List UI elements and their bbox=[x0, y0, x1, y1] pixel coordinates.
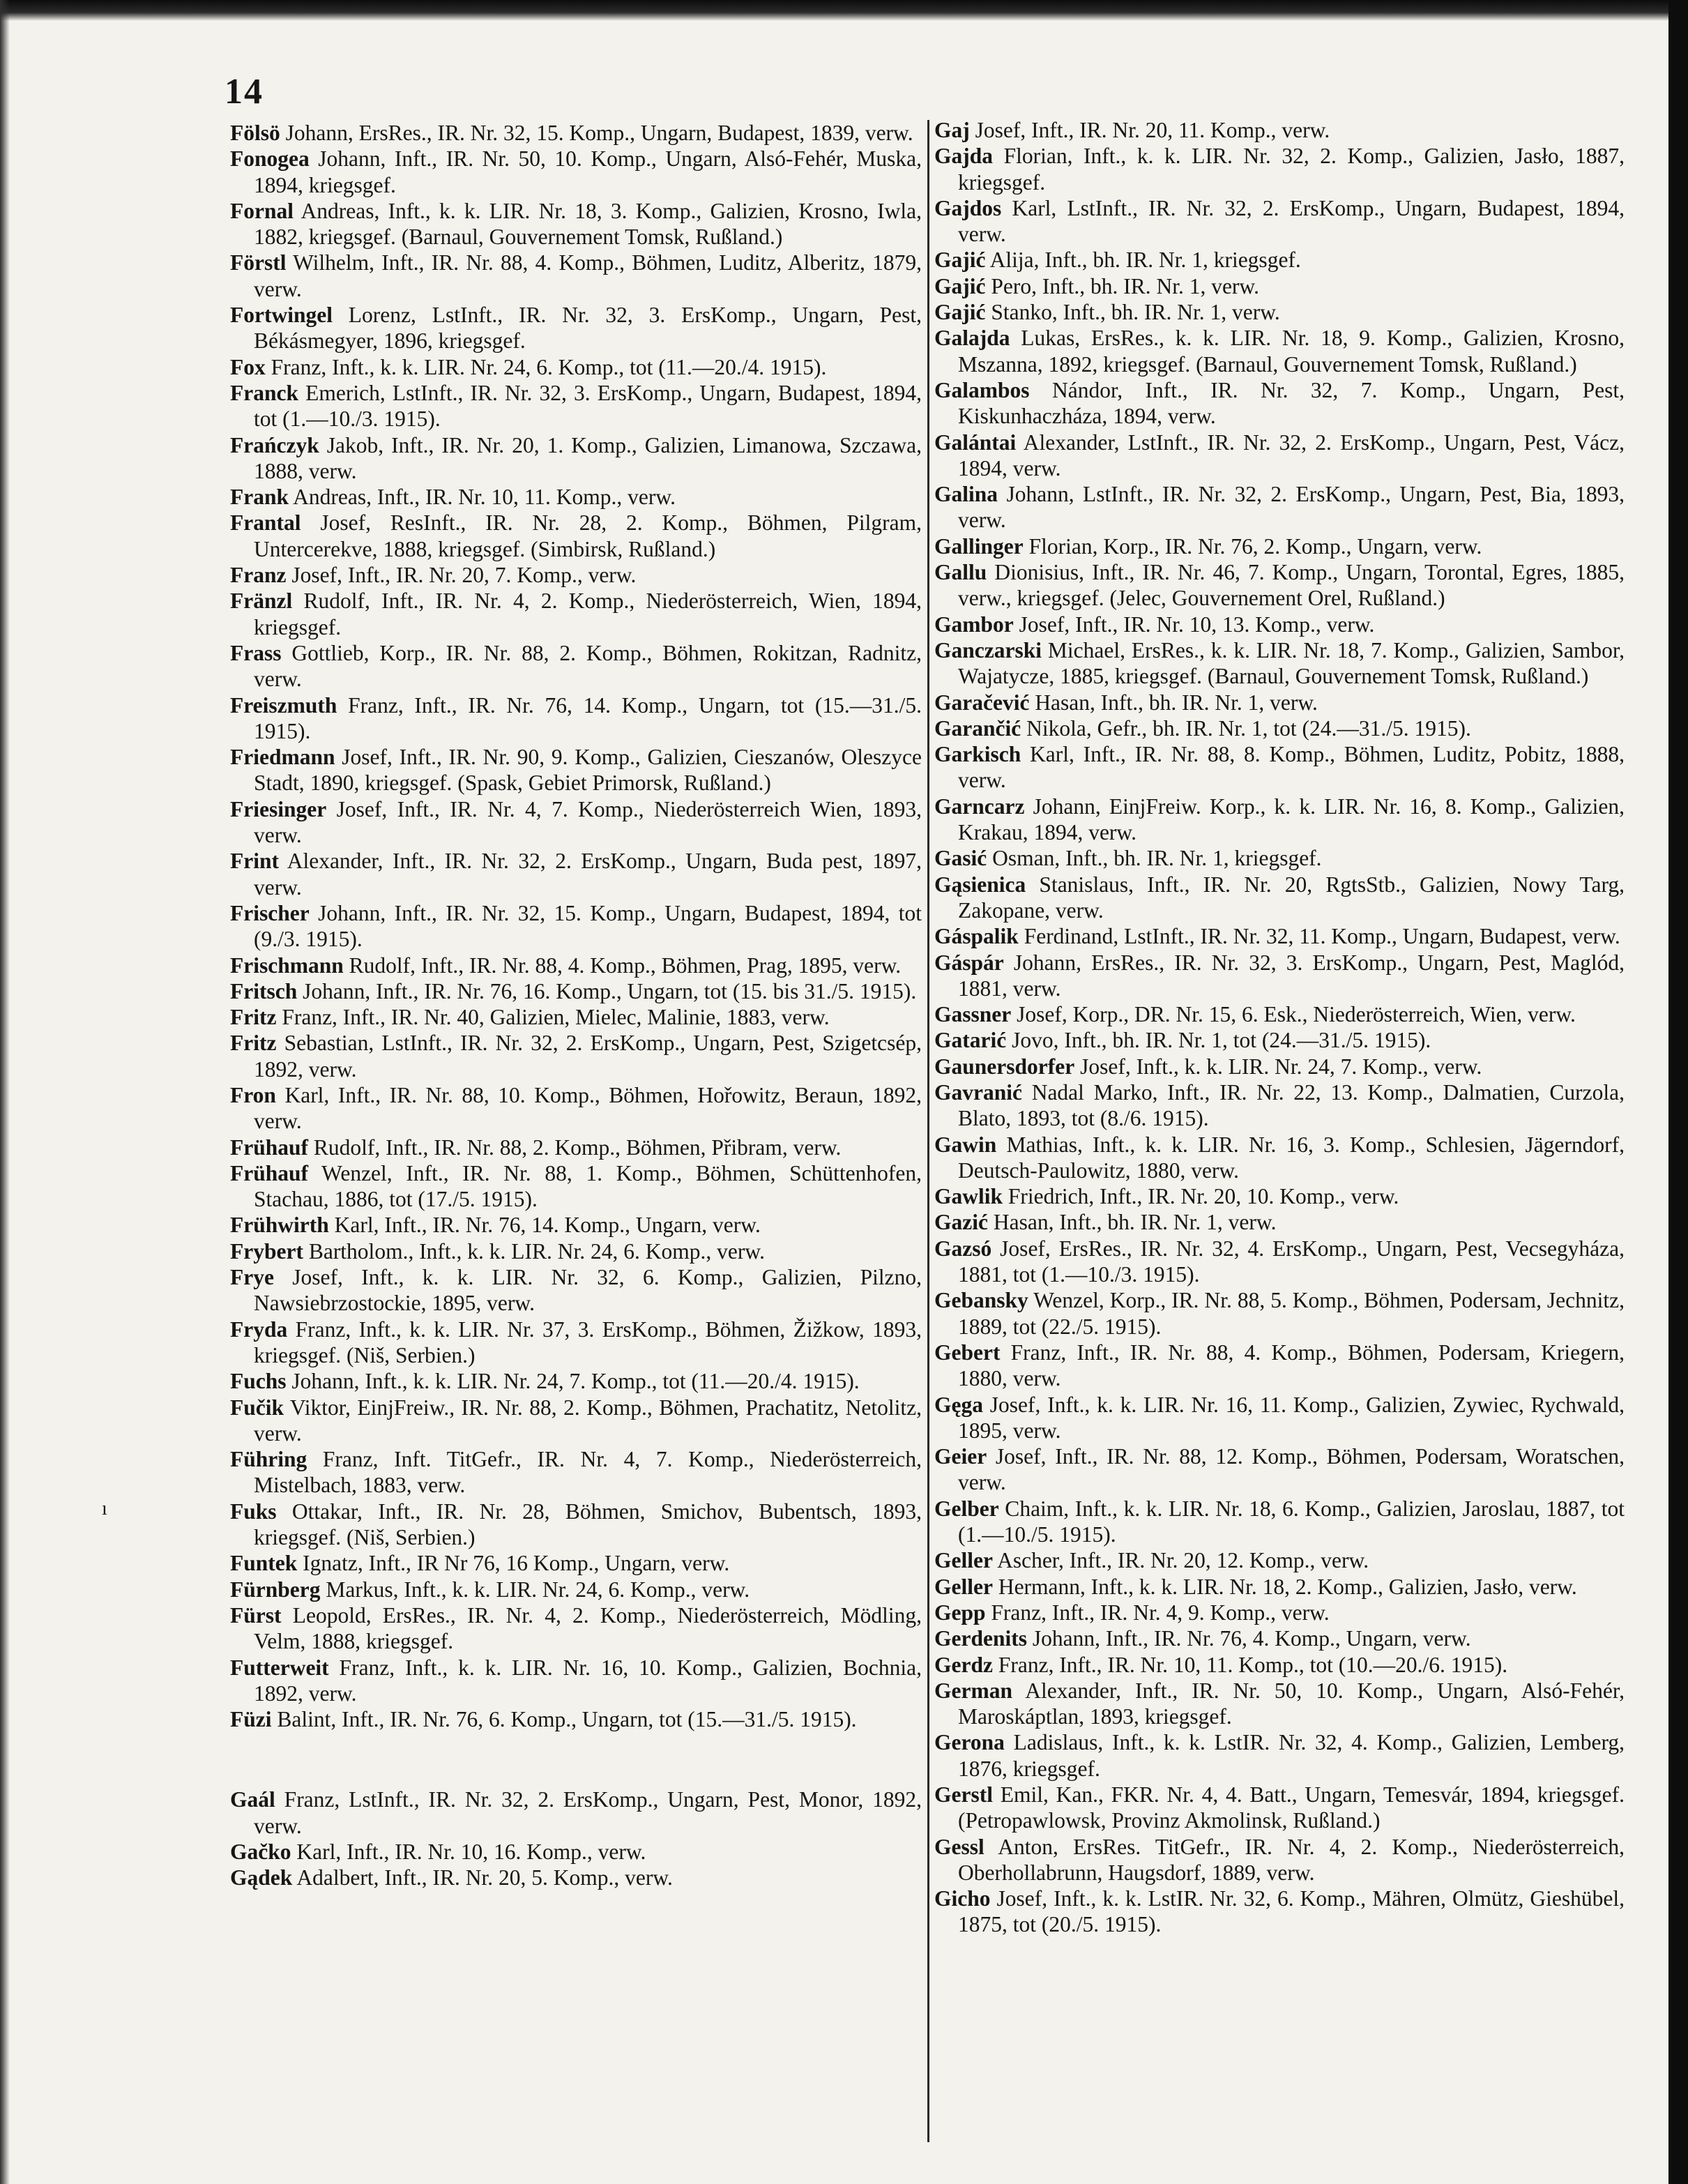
entry-surname: Fritz bbox=[230, 1031, 277, 1056]
casualty-entry bbox=[934, 690, 1625, 715]
entry-surname: Frühauf bbox=[230, 1135, 309, 1160]
entry-surname: Gerdenits bbox=[934, 1626, 1027, 1651]
casualty-entry bbox=[934, 741, 1625, 794]
entry-details: Johann, Inft., IR. Nr. 76, 16. Komp., Ungarn, tot (15. bis 31./5. 1915). bbox=[297, 978, 917, 1003]
entry-details: Andreas, Inft., IR. Nr. 10, 11. Komp., verw. bbox=[289, 485, 676, 510]
casualty-entry bbox=[934, 1886, 1625, 1938]
casualty-entry bbox=[934, 1027, 1625, 1053]
casualty-entry bbox=[230, 1212, 922, 1238]
entry-surname: Führing bbox=[230, 1447, 307, 1472]
entry-details: Ladislaus, Inft., k. k. LstIR. Nr. 32, 4. Komp., Galizien, Lemberg, 1876, kriegsgef. bbox=[958, 1730, 1625, 1781]
casualty-entry bbox=[230, 1499, 922, 1551]
entry-details: Josef, ResInft., IR. Nr. 28, 2. Komp., Böhmen, Pilgram, Untercerekve, 1888, kriegsgef. (Simbirsk, Rußland.) bbox=[254, 510, 922, 561]
casualty-entry bbox=[934, 612, 1625, 637]
casualty-entry bbox=[230, 1839, 922, 1865]
entry-surname: Fonogea bbox=[230, 146, 310, 172]
casualty-entry bbox=[934, 872, 1625, 924]
entry-details: Franz, Inft., k. k. LIR. Nr. 37, 3. ErsKomp., Böhmen, Žižkow, 1893, kriegsgef. (Niš, Serbien.) bbox=[254, 1317, 922, 1367]
entry-surname: Gajdos bbox=[934, 195, 1002, 220]
casualty-entry bbox=[230, 380, 922, 432]
entry-details: Alija, Inft., bh. IR. Nr. 1, kriegsgef. bbox=[985, 248, 1301, 273]
entry-surname: Fränzl bbox=[230, 589, 293, 614]
entry-details: Mathias, Inft., k. k. LIR. Nr. 16, 3. Komp., Schlesien, Jägerndorf, Deutsch-Paulowitz, 1880, verw. bbox=[958, 1132, 1625, 1183]
entry-details: Bartholom., Inft., k. k. LIR. Nr. 24, 6. Komp., verw. bbox=[303, 1238, 765, 1264]
casualty-entry bbox=[934, 1729, 1625, 1782]
entry-details: Franz, Inft., k. k. LIR. Nr. 24, 6. Komp., tot (11.—20./4. 1915). bbox=[265, 354, 827, 379]
entry-surname: Freiszmuth bbox=[230, 692, 337, 718]
casualty-entry bbox=[934, 1782, 1625, 1834]
casualty-entry bbox=[230, 1550, 922, 1576]
entry-surname: Garkisch bbox=[934, 742, 1021, 767]
entry-details: Rudolf, Inft., IR. Nr. 88, 2. Komp., Böhmen, Přibram, verw. bbox=[308, 1135, 842, 1160]
entry-details: Josef, ErsRes., IR. Nr. 32, 4. ErsKomp., Ungarn, Pest, Vecsegyháza, 1881, tot (1.—10./3. 1915). bbox=[958, 1236, 1625, 1287]
entry-details: Josef, Inft., IR. Nr. 20, 7. Komp., verw. bbox=[286, 563, 637, 588]
casualty-entry bbox=[230, 432, 922, 485]
entry-surname: Fryda bbox=[230, 1317, 288, 1342]
entry-surname: Gaj bbox=[934, 118, 970, 142]
section-gap bbox=[230, 1732, 922, 1787]
entry-surname: Fritz bbox=[230, 1005, 277, 1030]
casualty-entry bbox=[934, 1443, 1625, 1496]
entry-surname: Frank bbox=[230, 485, 289, 510]
scan-edge-right bbox=[1668, 0, 1688, 2184]
casualty-entry bbox=[934, 715, 1625, 741]
entry-details: Johann, Inft., IR. Nr. 50, 10. Komp., Ungarn, Alsó-Fehér, Muska, 1894, kriegsgef. bbox=[254, 146, 922, 197]
entry-details: Chaim, Inft., k. k. LIR. Nr. 18, 6. Komp., Galizien, Jaroslau, 1887, tot (1.—10./5. 1915). bbox=[958, 1496, 1625, 1547]
entry-surname: Frybert bbox=[230, 1238, 303, 1264]
entry-surname: Frass bbox=[230, 640, 282, 665]
entry-surname: Gajić bbox=[934, 300, 986, 325]
casualty-entry bbox=[934, 794, 1625, 846]
entry-surname: Gajda bbox=[934, 144, 994, 169]
entry-details: Josef, Inft., k. k. LIR. Nr. 32, 6. Komp., Galizien, Pilzno, Nawsiebrzostockie, 1895, verw. bbox=[254, 1265, 922, 1316]
entry-details: Franz, Inft., IR. Nr. 88, 4. Komp., Böhmen, Podersam, Kriegern, 1880, verw. bbox=[958, 1340, 1625, 1391]
casualty-entry bbox=[934, 1625, 1625, 1651]
casualty-entry bbox=[934, 1209, 1625, 1235]
casualty-entry bbox=[934, 247, 1625, 273]
entry-surname: Gatarić bbox=[934, 1028, 1007, 1053]
casualty-entry bbox=[934, 1340, 1625, 1392]
entry-details: Johann, LstInft., IR. Nr. 32, 2. ErsKomp., Ungarn, Pest, Bia, 1893, verw. bbox=[958, 482, 1625, 533]
entry-details: Ottakar, Inft., IR. Nr. 28, Böhmen, Smichov, Bubentsch, 1893, kriegsgef. (Niš, Serbien.) bbox=[254, 1499, 922, 1550]
entry-details: Josef, Korp., DR. Nr. 15, 6. Esk., Niederösterreich, Wien, verw. bbox=[1011, 1002, 1576, 1027]
casualty-entry bbox=[934, 273, 1625, 299]
entry-details: Hermann, Inft., k. k. LIR. Nr. 18, 2. Komp., Galizien, Jasło, verw. bbox=[992, 1574, 1577, 1599]
entry-surname: Gawlik bbox=[934, 1184, 1003, 1209]
entry-surname: German bbox=[934, 1678, 1012, 1703]
scan-edge-left bbox=[0, 0, 10, 2184]
entry-surname: Friesinger bbox=[230, 796, 327, 821]
casualty-entry bbox=[230, 1317, 922, 1369]
entry-details: Emerich, LstInft., IR. Nr. 32, 3. ErsKomp., Ungarn, Budapest, 1894, tot (1.—10./3. 1915). bbox=[254, 380, 922, 432]
entry-surname: Gaál bbox=[230, 1787, 275, 1812]
entry-surname: Fürst bbox=[230, 1602, 282, 1628]
casualty-entry bbox=[230, 978, 922, 1004]
entry-details: Stanislaus, Inft., IR. Nr. 20, RgtsStb., Galizien, Nowy Targ, Zakopane, verw. bbox=[958, 872, 1625, 923]
casualty-entry bbox=[934, 430, 1625, 482]
entry-surname: Fox bbox=[230, 354, 266, 379]
entry-details: Karl, LstInft., IR. Nr. 32, 2. ErsKomp., Ungarn, Budapest, 1894, verw. bbox=[958, 195, 1625, 247]
casualty-entry bbox=[934, 1574, 1625, 1600]
casualty-entry bbox=[230, 120, 922, 146]
casualty-entry bbox=[934, 1652, 1625, 1678]
entry-details: Johann, Inft., IR. Nr. 32, 15. Komp., Ungarn, Budapest, 1894, tot (9./3. 1915). bbox=[254, 900, 922, 952]
entry-surname: Galajda bbox=[934, 326, 1010, 351]
entry-details: Ignatz, Inft., IR Nr 76, 16 Komp., Ungarn, verw. bbox=[297, 1551, 730, 1576]
casualty-entry bbox=[934, 1132, 1625, 1184]
entry-surname: Gáspalik bbox=[934, 924, 1019, 949]
entry-details: Markus, Inft., k. k. LIR. Nr. 24, 6. Komp., verw. bbox=[320, 1577, 750, 1602]
casualty-entry bbox=[230, 1082, 922, 1135]
casualty-entry bbox=[934, 1001, 1625, 1027]
entry-details: Friedrich, Inft., IR. Nr. 20, 10. Komp., verw. bbox=[1003, 1184, 1399, 1209]
casualty-entry bbox=[230, 198, 922, 250]
entry-surname: Frantal bbox=[230, 510, 301, 536]
entry-details: Franz, Inft. TitGefr., IR. Nr. 4, 7. Komp., Niederösterreich, Mistelbach, 1883, verw. bbox=[254, 1447, 922, 1498]
entry-details: Wenzel, Inft., IR. Nr. 88, 1. Komp., Böhmen, Schüttenhofen, Stachau, 1886, tot (17./5. 1915). bbox=[254, 1160, 922, 1212]
casualty-entry bbox=[230, 1706, 922, 1732]
left-column bbox=[230, 120, 922, 1891]
entry-details: Florian, Inft., k. k. LIR. Nr. 32, 2. Komp., Galizien, Jasło, 1887, kriegsgef. bbox=[958, 144, 1625, 195]
entry-surname: Garačević bbox=[934, 690, 1030, 715]
entry-surname: Gelber bbox=[934, 1496, 999, 1521]
entry-details: Andreas, Inft., k. k. LIR. Nr. 18, 3. Komp., Galizien, Krosno, Iwla, 1882, kriegsgef. (Barnaul, Gouvernement Tomsk, Rußland.) bbox=[254, 198, 922, 250]
entry-details: Josef, Inft., IR. Nr. 90, 9. Komp., Galizien, Cieszanów, Oleszyce Stadt, 1890, kriegsgef. (Spask, Gebiet Primorsk, Rußland.) bbox=[254, 745, 922, 796]
entry-details: Johann, ErsRes., IR. Nr. 32, 3. ErsKomp., Ungarn, Pest, Maglód, 1881, verw. bbox=[958, 950, 1625, 1001]
casualty-entry bbox=[934, 325, 1625, 377]
casualty-entry bbox=[230, 1264, 922, 1317]
entry-surname: Gąsienica bbox=[934, 872, 1026, 897]
entry-surname: Geller bbox=[934, 1574, 993, 1599]
entry-surname: Gavranić bbox=[934, 1079, 1022, 1105]
entry-details: Nándor, Inft., IR. Nr. 32, 7. Komp., Ungarn, Pest, Kiskunhaczháza, 1894, verw. bbox=[958, 377, 1625, 429]
entry-surname: Gawin bbox=[934, 1132, 997, 1157]
casualty-entry bbox=[934, 1496, 1625, 1548]
casualty-entry bbox=[934, 845, 1625, 871]
casualty-entry bbox=[230, 302, 922, 354]
entry-details: Johann, ErsRes., IR. Nr. 32, 15. Komp., Ungarn, Budapest, 1839, verw. bbox=[280, 121, 913, 145]
entry-surname: Fürnberg bbox=[230, 1577, 321, 1602]
casualty-entry bbox=[230, 1004, 922, 1030]
entry-details: Josef, Inft., k. k. LIR. Nr. 24, 7. Komp., verw. bbox=[1074, 1054, 1482, 1079]
casualty-entry bbox=[230, 1160, 922, 1213]
entry-surname: Fritsch bbox=[230, 978, 298, 1003]
entry-surname: Gambor bbox=[934, 612, 1014, 637]
entry-details: Franz, LstInft., IR. Nr. 32, 2. ErsKomp., Ungarn, Pest, Monor, 1892, verw. bbox=[254, 1787, 922, 1838]
entry-details: Alexander, Inft., IR. Nr. 32, 2. ErsKomp., Ungarn, Buda pest, 1897, verw. bbox=[254, 849, 922, 900]
entry-details: Johann, Inft., IR. Nr. 76, 4. Komp., Ungarn, verw. bbox=[1026, 1626, 1471, 1651]
entry-details: Michael, ErsRes., k. k. LIR. Nr. 18, 7. Komp., Galizien, Sambor, Wajatycze, 1885, kriegsgef. (Barnaul, Gouvernement Tomsk, Rußland.) bbox=[958, 637, 1625, 689]
entry-details: Stanko, Inft., bh. IR. Nr. 1, verw. bbox=[985, 300, 1280, 325]
casualty-entry bbox=[230, 848, 922, 900]
entry-surname: Funtek bbox=[230, 1551, 298, 1576]
casualty-entry bbox=[230, 692, 922, 745]
entry-details: Lukas, ErsRes., k. k. LIR. Nr. 18, 9. Komp., Galizien, Krosno, Mszanna, 1892, kriegsgef. (Barnaul, Gouvernement Tomsk, Rußland.) bbox=[958, 326, 1625, 377]
entry-surname: Gačko bbox=[230, 1840, 291, 1864]
casualty-entry bbox=[230, 1135, 922, 1160]
casualty-entry bbox=[230, 900, 922, 953]
entry-surname: Frühauf bbox=[230, 1160, 309, 1185]
entry-details: Hasan, Inft., bh. IR. Nr. 1, verw. bbox=[987, 1210, 1277, 1235]
casualty-entry bbox=[230, 1030, 922, 1082]
entry-details: Hasan, Inft., bh. IR. Nr. 1, verw. bbox=[1029, 690, 1318, 715]
entry-surname: Förstl bbox=[230, 250, 287, 275]
entry-details: Balint, Inft., IR. Nr. 76, 6. Komp., Ungarn, tot (15.—31./5. 1915). bbox=[271, 1707, 857, 1732]
entry-surname: Gajić bbox=[934, 248, 986, 273]
entry-surname: Füzi bbox=[230, 1707, 272, 1732]
entry-details: Lorenz, LstInft., IR. Nr. 32, 3. ErsKomp., Ungarn, Pest, Békásmegyer, 1896, kriegsgef. bbox=[254, 303, 922, 354]
casualty-entry bbox=[934, 559, 1625, 612]
casualty-entry bbox=[230, 1368, 922, 1394]
casualty-entry bbox=[934, 533, 1625, 559]
entry-surname: Frańczyk bbox=[230, 432, 319, 457]
entry-details: Franz, Inft., IR. Nr. 40, Galizien, Mielec, Malinie, 1883, verw. bbox=[276, 1005, 830, 1030]
entry-surname: Fuks bbox=[230, 1499, 277, 1524]
entry-surname: Futterweit bbox=[230, 1655, 329, 1680]
entry-details: Viktor, EinjFreiw., IR. Nr. 88, 2. Komp., Böhmen, Prachatitz, Netolitz, verw. bbox=[254, 1395, 922, 1446]
page-number: 14 bbox=[225, 72, 264, 112]
casualty-entry bbox=[230, 1787, 922, 1839]
entry-surname: Frischmann bbox=[230, 953, 344, 978]
entry-surname: Geller bbox=[934, 1548, 993, 1573]
casualty-entry bbox=[934, 481, 1625, 533]
entry-details: Josef, Inft., IR. Nr. 88, 12. Komp., Böhmen, Podersam, Woratschen, verw. bbox=[958, 1444, 1625, 1495]
entry-details: Emil, Kan., FKR. Nr. 4, 4. Batt., Ungarn, Temesvár, 1894, kriegsgef. (Petropawlowsk, Provinz Akmolinsk, Rußland.) bbox=[958, 1782, 1625, 1833]
entry-details: Karl, Inft., IR. Nr. 10, 16. Komp., verw. bbox=[291, 1840, 646, 1864]
entry-surname: Fornal bbox=[230, 198, 294, 223]
entry-surname: Gajić bbox=[934, 273, 986, 298]
entry-details: Ascher, Inft., IR. Nr. 20, 12. Komp., verw. bbox=[992, 1548, 1369, 1573]
entry-surname: Frint bbox=[230, 849, 279, 874]
entry-surname: Galina bbox=[934, 482, 998, 507]
entry-details: Josef, Inft., IR. Nr. 10, 13. Komp., verw. bbox=[1013, 612, 1375, 637]
entry-details: Pero, Inft., bh. IR. Nr. 1, verw. bbox=[985, 273, 1260, 298]
entry-surname: Gerona bbox=[934, 1730, 1005, 1755]
casualty-entry bbox=[230, 1238, 922, 1264]
entry-details: Osman, Inft., bh. IR. Nr. 1, kriegsgef. bbox=[987, 846, 1322, 871]
entry-details: Nikola, Gefr., bh. IR. Nr. 1, tot (24.—31./5. 1915). bbox=[1021, 715, 1471, 741]
entry-details: Jovo, Inft., bh. IR. Nr. 1, tot (24.—31./5. 1915). bbox=[1006, 1028, 1431, 1053]
entry-surname: Fučik bbox=[230, 1395, 284, 1420]
entry-surname: Gáspár bbox=[934, 950, 1004, 975]
entry-details: Jakob, Inft., IR. Nr. 20, 1. Komp., Galizien, Limanowa, Szczawa, 1888, verw. bbox=[254, 432, 922, 483]
entry-details: Adalbert, Inft., IR. Nr. 20, 5. Komp., verw. bbox=[292, 1865, 673, 1890]
entry-details: Alexander, Inft., IR. Nr. 50, 10. Komp., Ungarn, Alsó-Fehér, Maroskáptlan, 1893, kriegsgef. bbox=[958, 1678, 1625, 1729]
entry-surname: Franz bbox=[230, 563, 287, 588]
entry-details: Ferdinand, LstInft., IR. Nr. 32, 11. Komp., Ungarn, Budapest, verw. bbox=[1018, 924, 1620, 949]
casualty-entry bbox=[230, 510, 922, 562]
entry-surname: Geier bbox=[934, 1444, 987, 1469]
casualty-entry bbox=[934, 1079, 1625, 1132]
casualty-entry bbox=[230, 1446, 922, 1499]
entry-details: Florian, Korp., IR. Nr. 76, 2. Komp., Ungarn, verw. bbox=[1023, 533, 1482, 559]
entry-details: Franz, Inft., IR. Nr. 4, 9. Komp., verw. bbox=[985, 1600, 1330, 1625]
entry-surname: Gallu bbox=[934, 560, 987, 585]
casualty-entry bbox=[934, 195, 1625, 248]
entry-surname: Garančić bbox=[934, 715, 1021, 741]
scan-edge-top bbox=[0, 0, 1688, 21]
entry-surname: Gerdz bbox=[934, 1652, 993, 1677]
entry-surname: Gebansky bbox=[934, 1288, 1028, 1313]
entry-details: Nadal Marko, Inft., IR. Nr. 22, 13. Komp., Dalmatien, Curzola, Blato, 1893, tot (8./6. 1915). bbox=[958, 1079, 1625, 1131]
casualty-entry bbox=[934, 1600, 1625, 1625]
casualty-entry bbox=[230, 1655, 922, 1707]
entry-details: Josef, Inft., k. k. LstIR. Nr. 32, 6. Komp., Mähren, Olmütz, Gieshübel, 1875, tot (20./5. 1915). bbox=[958, 1886, 1625, 1937]
casualty-entry bbox=[230, 484, 922, 510]
entry-surname: Fölsö bbox=[230, 121, 280, 145]
stray-ink-mark: ı bbox=[102, 1498, 107, 1519]
entry-details: Karl, Inft., IR. Nr. 76, 14. Komp., Ungarn, verw. bbox=[328, 1213, 761, 1238]
entry-details: Gottlieb, Korp., IR. Nr. 88, 2. Komp., Böhmen, Rokitzan, Radnitz, verw. bbox=[254, 640, 922, 692]
casualty-entry bbox=[230, 588, 922, 640]
casualty-entry bbox=[934, 1392, 1625, 1444]
entry-details: Josef, Inft., IR. Nr. 20, 11. Komp., verw. bbox=[969, 118, 1330, 142]
entry-surname: Gassner bbox=[934, 1002, 1012, 1027]
casualty-entry bbox=[230, 354, 922, 380]
entry-surname: Gicho bbox=[934, 1886, 991, 1911]
casualty-entry bbox=[230, 953, 922, 978]
casualty-entry bbox=[230, 796, 922, 849]
entry-details: Anton, ErsRes. TitGefr., IR. Nr. 4, 2. Komp., Niederösterreich, Oberhollabrunn, Haugsdorf, 1889, verw. bbox=[958, 1834, 1625, 1885]
entry-details: Franz, Inft., k. k. LIR. Nr. 16, 10. Komp., Galizien, Bochnia, 1892, verw. bbox=[254, 1655, 922, 1706]
casualty-entry bbox=[934, 950, 1625, 1002]
entry-details: Rudolf, Inft., IR. Nr. 4, 2. Komp., Niederösterreich, Wien, 1894, kriegsgef. bbox=[254, 589, 922, 639]
entry-surname: Fortwingel bbox=[230, 303, 333, 328]
casualty-entry bbox=[230, 1395, 922, 1447]
casualty-entry bbox=[934, 637, 1625, 690]
casualty-entry bbox=[934, 1287, 1625, 1340]
entry-details: Johann, EinjFreiw. Korp., k. k. LIR. Nr. 16, 8. Komp., Galizien, Krakau, 1894, verw. bbox=[958, 794, 1625, 845]
casualty-entry bbox=[934, 1678, 1625, 1730]
casualty-entry bbox=[230, 744, 922, 796]
entry-details: Franz, Inft., IR. Nr. 10, 11. Komp., tot (10.—20./6. 1915). bbox=[992, 1652, 1508, 1677]
entry-surname: Gazsó bbox=[934, 1236, 992, 1261]
entry-surname: Garncarz bbox=[934, 794, 1025, 819]
entry-surname: Friedmann bbox=[230, 745, 335, 770]
entry-surname: Gallinger bbox=[934, 533, 1024, 559]
casualty-entry bbox=[934, 143, 1625, 195]
entry-surname: Gądek bbox=[230, 1865, 293, 1890]
casualty-entry bbox=[230, 640, 922, 692]
entry-surname: Gasić bbox=[934, 846, 987, 871]
entry-surname: Gebert bbox=[934, 1340, 1001, 1365]
entry-surname: Frye bbox=[230, 1265, 274, 1290]
entry-surname: Gaunersdorfer bbox=[934, 1054, 1075, 1079]
entry-surname: Gepp bbox=[934, 1600, 986, 1625]
casualty-entry bbox=[934, 1236, 1625, 1288]
entry-details: Dionisius, Inft., IR. Nr. 46, 7. Komp., Ungarn, Torontal, Egres, 1885, verw., kriegsgef. (Jelec, Gouvernement Orel, Rußland.) bbox=[958, 560, 1625, 611]
entry-surname: Gessl bbox=[934, 1834, 984, 1859]
casualty-entry bbox=[230, 1865, 922, 1890]
casualty-entry bbox=[230, 1602, 922, 1655]
entry-surname: Fron bbox=[230, 1082, 276, 1107]
entry-surname: Gerstl bbox=[934, 1782, 993, 1807]
entry-details: Wenzel, Korp., IR. Nr. 88, 5. Komp., Böhmen, Podersam, Jechnitz, 1889, tot (22./5. 1915). bbox=[958, 1288, 1625, 1339]
casualty-entry bbox=[230, 250, 922, 302]
casualty-entry bbox=[230, 1577, 922, 1602]
entry-details: Josef, Inft., IR. Nr. 4, 7. Komp., Niederösterreich Wien, 1893, verw. bbox=[254, 796, 922, 848]
entry-details: Karl, Inft., IR. Nr. 88, 10. Komp., Böhmen, Hořowitz, Beraun, 1892, verw. bbox=[254, 1082, 922, 1134]
entry-surname: Gazić bbox=[934, 1210, 988, 1235]
entry-surname: Gęga bbox=[934, 1392, 983, 1417]
entry-surname: Fuchs bbox=[230, 1369, 287, 1394]
entry-details: Johann, Inft., k. k. LIR. Nr. 24, 7. Komp., tot (11.—20./4. 1915). bbox=[286, 1369, 860, 1394]
casualty-entry bbox=[934, 1183, 1625, 1209]
casualty-entry bbox=[934, 1054, 1625, 1079]
casualty-entry bbox=[934, 1547, 1625, 1573]
casualty-entry bbox=[934, 923, 1625, 949]
entry-details: Franz, Inft., IR. Nr. 76, 14. Komp., Ungarn, tot (15.—31./5. 1915). bbox=[254, 692, 922, 743]
entry-surname: Galántai bbox=[934, 430, 1017, 455]
entry-surname: Ganczarski bbox=[934, 637, 1042, 662]
casualty-entry bbox=[934, 1834, 1625, 1886]
casualty-entry bbox=[230, 146, 922, 198]
entry-details: Wilhelm, Inft., IR. Nr. 88, 4. Komp., Böhmen, Luditz, Alberitz, 1879, verw. bbox=[254, 250, 922, 301]
casualty-entry bbox=[230, 562, 922, 588]
casualty-entry bbox=[934, 377, 1625, 430]
entry-details: Josef, Inft., k. k. LIR. Nr. 16, 11. Komp., Galizien, Zywiec, Rychwald, 1895, verw. bbox=[958, 1392, 1625, 1443]
entry-details: Sebastian, LstInft., IR. Nr. 32, 2. ErsKomp., Ungarn, Pest, Szigetcsép, 1892, verw. bbox=[254, 1031, 922, 1082]
entry-details: Rudolf, Inft., IR. Nr. 88, 4. Komp., Böhmen, Prag, 1895, verw. bbox=[343, 953, 902, 978]
entry-surname: Franck bbox=[230, 380, 298, 405]
entry-details: Alexander, LstInft., IR. Nr. 32, 2. ErsKomp., Ungarn, Pest, Vácz, 1894, verw. bbox=[958, 430, 1625, 480]
right-column bbox=[934, 117, 1625, 1938]
column-divider bbox=[927, 120, 929, 2142]
entry-surname: Frühwirth bbox=[230, 1213, 329, 1238]
entry-details: Karl, Inft., IR. Nr. 88, 8. Komp., Böhmen, Luditz, Pobitz, 1888, verw. bbox=[958, 742, 1625, 793]
entry-surname: Galambos bbox=[934, 377, 1030, 402]
entry-surname: Frischer bbox=[230, 900, 310, 925]
entry-details: Leopold, ErsRes., IR. Nr. 4, 2. Komp., Niederösterreich, Mödling, Velm, 1888, kriegsgef. bbox=[254, 1602, 922, 1654]
casualty-entry bbox=[934, 117, 1625, 143]
casualty-entry bbox=[934, 299, 1625, 325]
